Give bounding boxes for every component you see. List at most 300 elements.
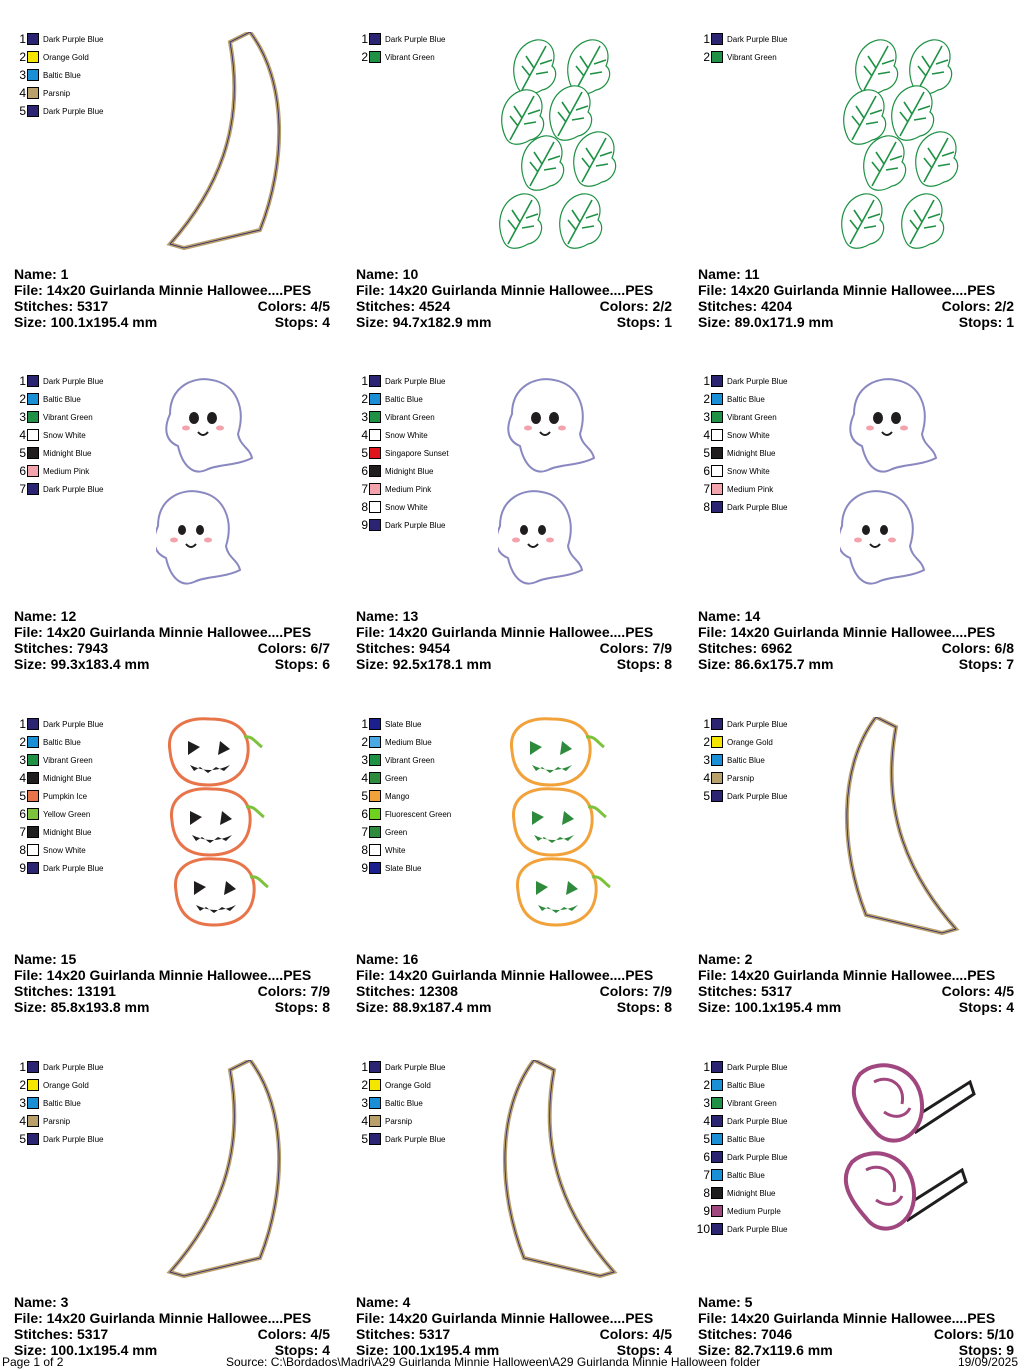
color-swatch xyxy=(27,844,39,856)
color-swatch xyxy=(369,429,381,441)
color-swatch xyxy=(369,1079,381,1091)
design-name: Name: 4 xyxy=(356,1294,411,1310)
thread-name: Baltic Blue xyxy=(727,1170,765,1180)
thread-name: Baltic Blue xyxy=(727,755,765,765)
ghosts-icon xyxy=(840,374,980,594)
color-swatch xyxy=(27,1061,39,1073)
thread-name: White xyxy=(385,845,406,855)
palette-entry xyxy=(696,1166,787,1184)
thread-name: Baltic Blue xyxy=(43,394,81,404)
palette-entry xyxy=(354,498,449,516)
palette-entry xyxy=(696,751,787,769)
palette-number: 7 xyxy=(19,482,26,496)
palette-entry xyxy=(12,751,103,769)
palette-number: 9 xyxy=(361,518,368,532)
thread-name: Snow White xyxy=(43,845,86,855)
color-swatch xyxy=(711,1223,723,1235)
color-palette xyxy=(12,30,103,120)
palette-entry xyxy=(354,390,449,408)
thread-name: Baltic Blue xyxy=(727,1134,765,1144)
color-swatch xyxy=(27,33,39,45)
design-size: Size: 100.1x195.4 mm xyxy=(356,1342,500,1358)
thread-name: Dark Purple Blue xyxy=(385,34,446,44)
thread-name: Dark Purple Blue xyxy=(727,34,788,44)
design-stops: Stops: 4 xyxy=(958,999,1014,1015)
palette-entry xyxy=(354,823,451,841)
design-stitches: Stitches: 12308 xyxy=(356,983,458,999)
palette-entry xyxy=(696,1130,787,1148)
design-colors: Colors: 5/10 xyxy=(933,1326,1014,1342)
applique-band-icon xyxy=(840,717,980,937)
palette-number: 5 xyxy=(19,789,26,803)
thread-name: Dark Purple Blue xyxy=(43,106,104,116)
thread-name: Parsnip xyxy=(727,773,755,783)
palette-number: 8 xyxy=(703,1186,710,1200)
palette-entry xyxy=(696,480,787,498)
thread-name: Vibrant Green xyxy=(43,412,93,422)
palette-number: 7 xyxy=(703,1168,710,1182)
palette-entry xyxy=(12,1058,103,1076)
color-swatch xyxy=(27,483,39,495)
palette-number: 4 xyxy=(19,1114,26,1128)
thread-name: Orange Gold xyxy=(43,1080,89,1090)
color-swatch xyxy=(27,465,39,477)
thread-name: Medium Blue xyxy=(385,737,432,747)
palette-number: 1 xyxy=(703,374,710,388)
design-stops: Stops: 8 xyxy=(616,999,672,1015)
palette-entry xyxy=(696,444,787,462)
palette-number: 3 xyxy=(703,410,710,424)
palette-number: 7 xyxy=(19,825,26,839)
color-swatch xyxy=(369,772,381,784)
palette-entry xyxy=(12,372,103,390)
design-stops: Stops: 8 xyxy=(616,656,672,672)
design-info xyxy=(14,608,330,672)
color-swatch xyxy=(27,51,39,63)
design-stitches: Stitches: 5317 xyxy=(356,1326,451,1342)
color-swatch xyxy=(27,447,39,459)
color-swatch xyxy=(711,790,723,802)
color-swatch xyxy=(27,105,39,117)
color-palette xyxy=(696,30,787,66)
palette-entry xyxy=(12,102,103,120)
design-card xyxy=(690,364,1020,694)
design-info xyxy=(356,1294,672,1358)
palette-number: 5 xyxy=(361,1132,368,1146)
thread-name: Orange Gold xyxy=(43,52,89,62)
color-swatch xyxy=(27,1115,39,1127)
palette-entry xyxy=(354,1058,445,1076)
design-size: Size: 85.8x193.8 mm xyxy=(14,999,150,1015)
thread-name: Vibrant Green xyxy=(385,412,435,422)
color-swatch xyxy=(27,87,39,99)
palette-number: 1 xyxy=(703,32,710,46)
palette-entry xyxy=(354,787,451,805)
palette-entry xyxy=(12,480,103,498)
design-card xyxy=(690,1050,1020,1370)
palette-number: 1 xyxy=(19,32,26,46)
palette-entry xyxy=(12,859,103,877)
palette-entry xyxy=(696,787,787,805)
design-card xyxy=(6,1050,336,1370)
color-palette xyxy=(354,30,445,66)
color-swatch xyxy=(27,808,39,820)
design-info xyxy=(14,1294,330,1358)
design-colors: Colors: 4/5 xyxy=(599,1326,672,1342)
palette-entry xyxy=(354,715,451,733)
thread-name: Midnight Blue xyxy=(727,1188,776,1198)
design-stitches: Stitches: 4204 xyxy=(698,298,793,314)
thread-name: Baltic Blue xyxy=(385,394,423,404)
thread-name: Dark Purple Blue xyxy=(43,863,104,873)
palette-number: 3 xyxy=(361,753,368,767)
color-swatch xyxy=(711,375,723,387)
color-swatch xyxy=(27,736,39,748)
color-swatch xyxy=(711,447,723,459)
palette-number: 1 xyxy=(19,1060,26,1074)
design-size: Size: 89.0x171.9 mm xyxy=(698,314,834,330)
palette-number: 2 xyxy=(703,735,710,749)
color-swatch xyxy=(369,51,381,63)
palette-number: 3 xyxy=(361,410,368,424)
pumpkins-icon xyxy=(498,717,638,937)
palette-entry xyxy=(696,769,787,787)
palette-entry xyxy=(354,444,449,462)
design-stitches: Stitches: 7046 xyxy=(698,1326,793,1342)
thread-name: Vibrant Green xyxy=(385,755,435,765)
palette-number: 3 xyxy=(19,1096,26,1110)
palette-number: 3 xyxy=(19,753,26,767)
bows-icon xyxy=(840,1060,980,1280)
palette-entry xyxy=(12,30,103,48)
palette-entry xyxy=(354,841,451,859)
palette-number: 6 xyxy=(703,1150,710,1164)
palette-number: 4 xyxy=(703,428,710,442)
palette-number: 5 xyxy=(703,789,710,803)
design-info xyxy=(14,266,330,330)
design-stitches: Stitches: 9454 xyxy=(356,640,451,656)
thread-name: Medium Purple xyxy=(727,1206,781,1216)
design-colors: Colors: 2/2 xyxy=(941,298,1014,314)
palette-number: 4 xyxy=(19,86,26,100)
palette-entry xyxy=(696,715,787,733)
thread-name: Vibrant Green xyxy=(385,52,435,62)
color-swatch xyxy=(27,69,39,81)
applique-band-icon xyxy=(498,1060,638,1280)
design-card xyxy=(348,1050,678,1370)
design-file: File: 14x20 Guirlanda Minnie Hallowee....PES xyxy=(14,282,312,298)
palette-number: 5 xyxy=(19,1132,26,1146)
color-swatch xyxy=(369,826,381,838)
design-card xyxy=(348,364,678,694)
color-swatch xyxy=(369,483,381,495)
color-swatch xyxy=(711,393,723,405)
design-info xyxy=(698,1294,1014,1358)
color-swatch xyxy=(369,808,381,820)
design-card xyxy=(6,707,336,1037)
palette-entry xyxy=(354,426,449,444)
design-stops: Stops: 9 xyxy=(958,1342,1014,1358)
palette-entry xyxy=(12,787,103,805)
palette-entry xyxy=(696,1058,787,1076)
thread-name: Midnight Blue xyxy=(43,773,92,783)
design-name: Name: 16 xyxy=(356,951,419,967)
palette-number: 6 xyxy=(19,464,26,478)
color-swatch xyxy=(369,736,381,748)
color-swatch xyxy=(711,1061,723,1073)
palette-entry xyxy=(354,462,449,480)
color-swatch xyxy=(369,790,381,802)
color-swatch xyxy=(27,411,39,423)
color-swatch xyxy=(27,375,39,387)
thread-name: Snow White xyxy=(727,430,770,440)
thread-name: Midnight Blue xyxy=(385,466,434,476)
pumpkins-icon xyxy=(156,717,296,937)
color-swatch xyxy=(711,1097,723,1109)
palette-number: 8 xyxy=(361,500,368,514)
thread-name: Dark Purple Blue xyxy=(727,1152,788,1162)
color-swatch xyxy=(369,718,381,730)
design-colors: Colors: 6/7 xyxy=(257,640,330,656)
thread-name: Yellow Green xyxy=(43,809,91,819)
color-swatch xyxy=(369,375,381,387)
palette-entry xyxy=(696,372,787,390)
palette-entry xyxy=(696,1148,787,1166)
palette-entry xyxy=(354,516,449,534)
thread-name: Dark Purple Blue xyxy=(727,791,788,801)
palette-entry xyxy=(12,715,103,733)
color-swatch xyxy=(369,465,381,477)
palette-number: 7 xyxy=(703,482,710,496)
color-swatch xyxy=(369,754,381,766)
design-size: Size: 100.1x195.4 mm xyxy=(14,314,158,330)
thread-name: Dark Purple Blue xyxy=(43,34,104,44)
color-palette xyxy=(354,1058,445,1148)
palette-number: 2 xyxy=(19,50,26,64)
design-size: Size: 99.3x183.4 mm xyxy=(14,656,150,672)
palette-entry xyxy=(12,444,103,462)
color-swatch xyxy=(369,393,381,405)
design-stops: Stops: 7 xyxy=(958,656,1014,672)
design-name: Name: 15 xyxy=(14,951,77,967)
palette-number: 3 xyxy=(361,1096,368,1110)
design-file: File: 14x20 Guirlanda Minnie Hallowee....PES xyxy=(14,624,312,640)
palette-number: 5 xyxy=(19,446,26,460)
palette-entry xyxy=(696,408,787,426)
color-swatch xyxy=(369,844,381,856)
palette-number: 9 xyxy=(19,861,26,875)
design-file: File: 14x20 Guirlanda Minnie Hallowee....PES xyxy=(698,624,996,640)
thread-name: Baltic Blue xyxy=(43,70,81,80)
thread-name: Snow White xyxy=(385,430,428,440)
color-swatch xyxy=(369,33,381,45)
design-card xyxy=(348,707,678,1037)
thread-name: Dark Purple Blue xyxy=(727,1062,788,1072)
design-file: File: 14x20 Guirlanda Minnie Hallowee....PES xyxy=(356,624,654,640)
color-palette xyxy=(12,372,103,498)
color-swatch xyxy=(711,754,723,766)
palette-number: 1 xyxy=(361,374,368,388)
color-swatch xyxy=(369,1097,381,1109)
thread-name: Slate Blue xyxy=(385,863,422,873)
thread-name: Medium Pink xyxy=(727,484,774,494)
palette-number: 2 xyxy=(703,1078,710,1092)
palette-number: 1 xyxy=(361,717,368,731)
palette-number: 2 xyxy=(19,1078,26,1092)
color-swatch xyxy=(711,465,723,477)
palette-number: 4 xyxy=(703,771,710,785)
thread-name: Dark Purple Blue xyxy=(727,376,788,386)
color-swatch xyxy=(27,393,39,405)
color-swatch xyxy=(369,411,381,423)
palette-entry xyxy=(354,1094,445,1112)
palette-number: 7 xyxy=(361,825,368,839)
design-stops: Stops: 4 xyxy=(274,1342,330,1358)
design-info xyxy=(698,951,1014,1015)
palette-entry xyxy=(354,372,449,390)
design-info xyxy=(698,608,1014,672)
color-swatch xyxy=(711,411,723,423)
design-stops: Stops: 8 xyxy=(274,999,330,1015)
thread-name: Parsnip xyxy=(43,1116,71,1126)
palette-number: 1 xyxy=(19,374,26,388)
applique-band-icon xyxy=(156,1060,296,1280)
design-stitches: Stitches: 5317 xyxy=(14,298,109,314)
design-name: Name: 11 xyxy=(698,266,760,282)
design-stitches: Stitches: 13191 xyxy=(14,983,116,999)
color-palette xyxy=(696,1058,787,1238)
palette-number: 3 xyxy=(703,1096,710,1110)
color-swatch xyxy=(711,51,723,63)
palette-number: 5 xyxy=(703,446,710,460)
palette-number: 1 xyxy=(703,717,710,731)
color-palette xyxy=(12,1058,103,1148)
color-swatch xyxy=(711,483,723,495)
source-path: Source: C:\Bordados\Madri\A29 Guirlanda Minnie Halloween\A29 Guirlanda Minnie Halloween folder xyxy=(226,1355,761,1369)
design-name: Name: 1 xyxy=(14,266,69,282)
thread-name: Medium Pink xyxy=(43,466,90,476)
palette-number: 2 xyxy=(703,50,710,64)
thread-name: Dark Purple Blue xyxy=(385,1134,446,1144)
color-palette xyxy=(12,715,103,877)
palette-entry xyxy=(696,498,787,516)
design-size: Size: 88.9x187.4 mm xyxy=(356,999,492,1015)
thread-name: Pumpkin Ice xyxy=(43,791,88,801)
palette-number: 5 xyxy=(703,1132,710,1146)
palette-number: 6 xyxy=(703,464,710,478)
palette-number: 3 xyxy=(19,68,26,82)
palette-number: 5 xyxy=(361,446,368,460)
design-card xyxy=(690,707,1020,1037)
design-stitches: Stitches: 6962 xyxy=(698,640,793,656)
palette-entry xyxy=(354,733,451,751)
ghosts-icon xyxy=(156,374,296,594)
palette-entry xyxy=(354,480,449,498)
thread-name: Vibrant Green xyxy=(727,1098,777,1108)
palette-entry xyxy=(12,408,103,426)
palette-number: 5 xyxy=(19,104,26,118)
thread-name: Dark Purple Blue xyxy=(727,1224,788,1234)
design-stitches: Stitches: 5317 xyxy=(698,983,793,999)
palette-entry xyxy=(696,1076,787,1094)
leaves-icon xyxy=(840,32,980,252)
palette-number: 5 xyxy=(361,789,368,803)
palette-entry xyxy=(354,1112,445,1130)
thread-name: Midnight Blue xyxy=(727,448,776,458)
thread-name: Green xyxy=(385,827,408,837)
palette-entry xyxy=(696,462,787,480)
palette-number: 2 xyxy=(19,392,26,406)
palette-entry xyxy=(354,408,449,426)
design-colors: Colors: 7/9 xyxy=(599,983,672,999)
applique-band-icon xyxy=(156,32,296,252)
palette-entry xyxy=(354,805,451,823)
design-name: Name: 10 xyxy=(356,266,419,282)
thread-name: Midnight Blue xyxy=(43,827,92,837)
palette-number: 3 xyxy=(703,753,710,767)
design-card xyxy=(348,22,678,352)
thread-name: Dark Purple Blue xyxy=(727,719,788,729)
design-file: File: 14x20 Guirlanda Minnie Hallowee....PES xyxy=(356,967,654,983)
thread-name: Parsnip xyxy=(43,88,71,98)
color-swatch xyxy=(711,1151,723,1163)
palette-number: 1 xyxy=(19,717,26,731)
palette-number: 4 xyxy=(361,428,368,442)
color-swatch xyxy=(27,718,39,730)
page-number: Page 1 of 2 xyxy=(2,1355,64,1369)
palette-entry xyxy=(696,1202,787,1220)
palette-number: 9 xyxy=(703,1204,710,1218)
thread-name: Parsnip xyxy=(385,1116,413,1126)
thread-name: Orange Gold xyxy=(727,737,773,747)
color-swatch xyxy=(27,772,39,784)
thread-name: Mango xyxy=(385,791,410,801)
color-swatch xyxy=(369,519,381,531)
palette-entry xyxy=(12,841,103,859)
design-stitches: Stitches: 7943 xyxy=(14,640,109,656)
palette-number: 4 xyxy=(19,428,26,442)
palette-entry xyxy=(12,462,103,480)
thread-name: Baltic Blue xyxy=(727,394,765,404)
design-file: File: 14x20 Guirlanda Minnie Hallowee....PES xyxy=(14,967,312,983)
design-name: Name: 3 xyxy=(14,1294,69,1310)
thread-name: Dark Purple Blue xyxy=(43,1134,104,1144)
palette-number: 3 xyxy=(19,410,26,424)
palette-entry xyxy=(12,769,103,787)
thread-name: Baltic Blue xyxy=(43,1098,81,1108)
design-info xyxy=(698,266,1014,330)
palette-entry xyxy=(354,769,451,787)
thread-name: Vibrant Green xyxy=(727,412,777,422)
color-swatch xyxy=(711,718,723,730)
palette-entry xyxy=(12,390,103,408)
palette-entry xyxy=(12,1130,103,1148)
design-stops: Stops: 6 xyxy=(274,656,330,672)
thread-name: Dark Purple Blue xyxy=(43,719,104,729)
color-swatch xyxy=(27,790,39,802)
palette-entry xyxy=(12,823,103,841)
design-colors: Colors: 7/9 xyxy=(257,983,330,999)
design-name: Name: 2 xyxy=(698,951,753,967)
palette-entry xyxy=(12,805,103,823)
palette-number: 8 xyxy=(703,500,710,514)
thread-name: Medium Pink xyxy=(385,484,432,494)
palette-number: 1 xyxy=(703,1060,710,1074)
thread-name: Baltic Blue xyxy=(43,737,81,747)
palette-entry xyxy=(696,1220,787,1238)
color-swatch xyxy=(711,1115,723,1127)
palette-number: 2 xyxy=(361,50,368,64)
